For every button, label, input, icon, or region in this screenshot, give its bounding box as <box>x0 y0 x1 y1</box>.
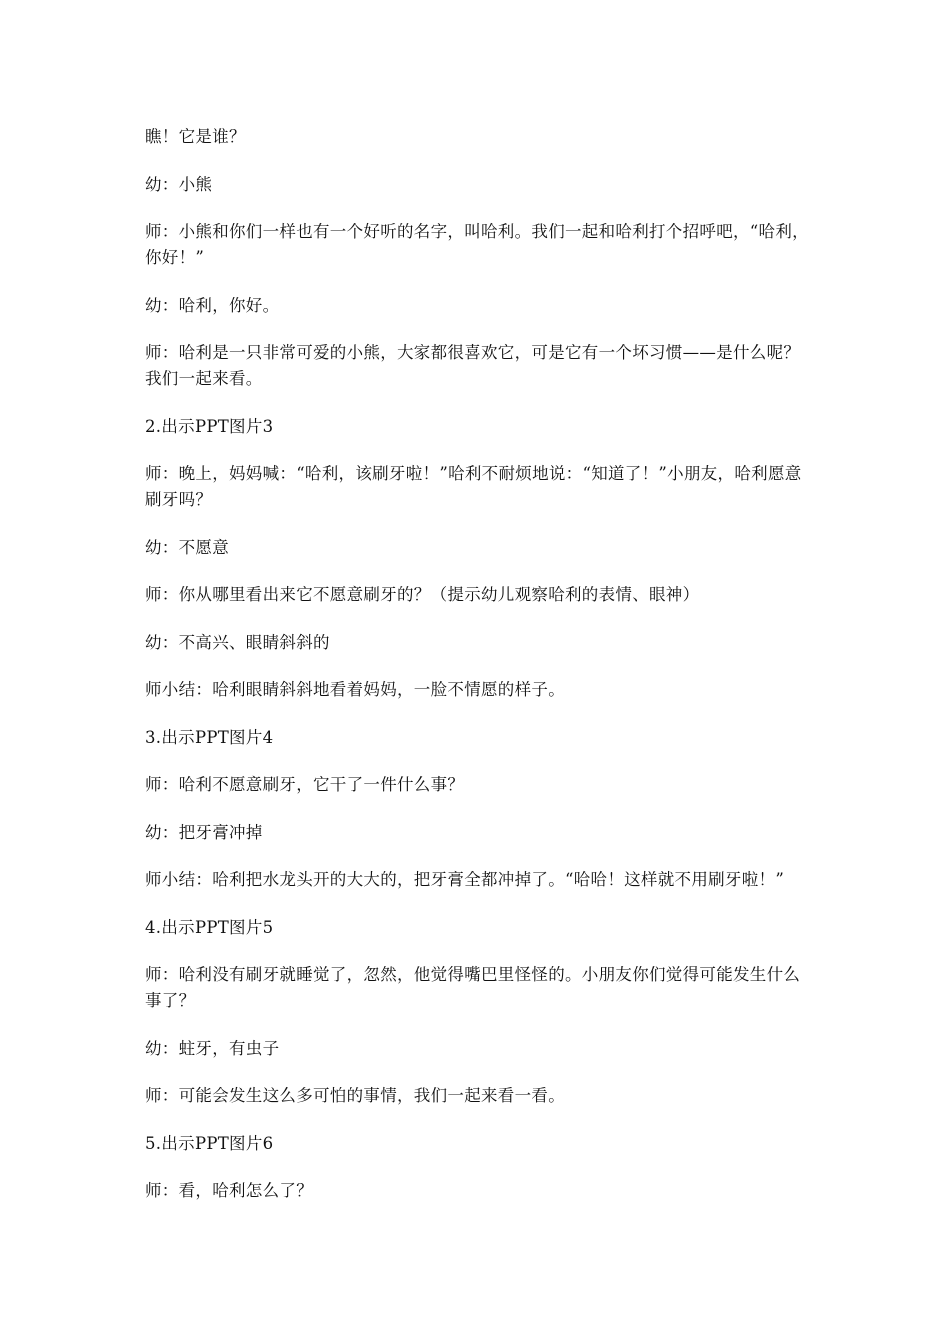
section-heading: 2.出示PPT图片3 <box>145 416 274 436</box>
paragraph: 幼：不愿意 <box>145 537 229 557</box>
section-heading: 5.出示PPT图片6 <box>145 1133 274 1153</box>
section-heading: 4.出示PPT图片5 <box>145 917 274 937</box>
paragraph: 师小结：哈利把水龙头开的大大的，把牙膏全都冲掉了。“哈哈！这样就不用刷牙啦！” <box>145 870 785 889</box>
paragraph: 幼：不高兴、眼睛斜斜的 <box>145 632 330 652</box>
section-heading: 3.出示PPT图片4 <box>145 727 274 747</box>
paragraph: 师：看，哈利怎么了？ <box>145 1181 313 1200</box>
paragraph: 幼：蛀牙，有虫子 <box>145 1038 280 1058</box>
paragraph: 幼：把牙膏冲掉 <box>145 822 263 842</box>
paragraph: 瞧！它是谁？ <box>145 127 246 146</box>
paragraph: 师：哈利没有刷牙就睡觉了，忽然，他觉得嘴巴里怪怪的。小朋友你们觉得可能发生什么事了？ <box>145 965 801 1010</box>
paragraph: 师：哈利不愿意刷牙，它干了一件什么事？ <box>145 775 465 794</box>
paragraph: 幼：小熊 <box>145 174 213 194</box>
paragraph: 师：你从哪里看出来它不愿意刷牙的？（提示幼儿观察哈利的表情、眼神） <box>145 585 700 604</box>
paragraph: 幼：哈利，你好。 <box>145 295 280 315</box>
paragraph: 师小结：哈利眼睛斜斜地看着妈妈，一脸不情愿的样子。 <box>145 680 565 699</box>
paragraph: 师：小熊和你们一样也有一个好听的名字，叫哈利。我们一起和哈利打个招呼吧，“哈利，你好！” <box>145 222 809 267</box>
paragraph: 师：可能会发生这么多可怕的事情，我们一起来看一看。 <box>145 1086 565 1105</box>
paragraph: 师：晚上，妈妈喊：“哈利，该刷牙啦！”哈利不耐烦地说：“知道了！”小朋友，哈利愿意刷牙吗？ <box>145 464 802 509</box>
document-body <box>145 124 810 1226</box>
paragraph: 师：哈利是一只非常可爱的小熊，大家都很喜欢它，可是它有一个坏习惯——是什么呢？我们一起来看。 <box>145 343 801 388</box>
